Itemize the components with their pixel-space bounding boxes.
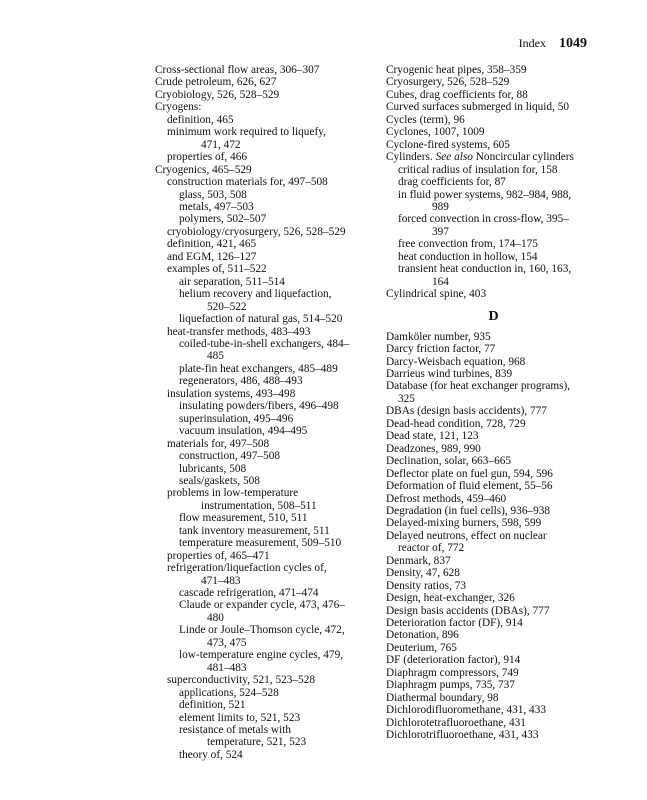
index-entry bbox=[386, 164, 601, 176]
index-entry-text: Delayed-mixing burners, 598, 599 bbox=[386, 517, 542, 530]
page-header bbox=[519, 36, 587, 52]
index-entry-text: DBAs (design basis accidents), 777 bbox=[386, 405, 547, 418]
index-entry bbox=[155, 301, 375, 313]
index-entry-text: 480 bbox=[207, 611, 224, 624]
index-entry bbox=[155, 487, 375, 499]
index-entry-text: Defrost methods, 459–460 bbox=[386, 492, 507, 505]
index-entry bbox=[386, 114, 601, 126]
index-entry bbox=[155, 712, 375, 724]
index-entry-text: Dichlorotrifluoroethane, 431, 433 bbox=[386, 729, 539, 742]
index-entry bbox=[155, 687, 375, 699]
index-entry-text: Database (for heat exchanger programs), bbox=[386, 380, 571, 393]
index-entry bbox=[155, 375, 375, 387]
index-entry bbox=[386, 176, 601, 188]
index-entry bbox=[155, 724, 375, 736]
index-entry bbox=[155, 438, 375, 450]
index-entry bbox=[155, 226, 375, 238]
index-entry bbox=[386, 251, 601, 263]
index-entry-text: glass, 503, 508 bbox=[179, 188, 247, 201]
index-entry-text: lubricants, 508 bbox=[179, 462, 247, 475]
index-entry bbox=[386, 567, 601, 579]
index-entry-text: construction, 497–508 bbox=[179, 450, 281, 463]
index-entry bbox=[155, 475, 375, 487]
index-entry-text: Linde or Joule–Thomson cycle, 472, bbox=[179, 624, 345, 637]
index-entry bbox=[155, 699, 375, 711]
index-entry-text: applications, 524–528 bbox=[179, 686, 279, 699]
index-entry-text: element limits to, 521, 523 bbox=[179, 711, 301, 724]
index-entry-text: Diaphragm compressors, 749 bbox=[386, 666, 519, 679]
index-entry-text: properties of, 466 bbox=[167, 151, 247, 164]
index-entry-text: temperature, 521, 523 bbox=[207, 736, 307, 749]
index-entry bbox=[386, 126, 601, 138]
index-entry bbox=[155, 637, 375, 649]
index-entry-text: Cryosurgery, 526, 528–529 bbox=[386, 76, 510, 89]
index-entry-text: Dead-head condition, 728, 729 bbox=[386, 417, 526, 430]
index-entry-text: Deuterium, 765 bbox=[386, 641, 457, 654]
index-entry bbox=[386, 151, 601, 163]
index-entry bbox=[155, 151, 375, 163]
index-entry bbox=[155, 276, 375, 288]
index-entry-text: Degradation (in fuel cells), 936–938 bbox=[386, 504, 551, 517]
index-entry-text: air separation, 511–514 bbox=[179, 275, 285, 288]
index-entry bbox=[386, 642, 601, 654]
index-entry bbox=[155, 89, 375, 101]
index-entry-text: Cylindrical spine, 403 bbox=[386, 288, 487, 301]
index-entry bbox=[155, 64, 375, 76]
index-entry bbox=[386, 617, 601, 629]
index-entry bbox=[386, 76, 601, 88]
index-entry-text: Deadzones, 989, 990 bbox=[386, 442, 481, 455]
index-entry-text: Delayed neutrons, effect on nuclear bbox=[386, 529, 547, 542]
index-entry-text: plate-fin heat exchangers, 485–489 bbox=[179, 362, 338, 375]
index-entry-text: Darcy-Weisbach equation, 968 bbox=[386, 355, 526, 368]
index-entry bbox=[386, 443, 601, 455]
index-entry-text: Deflector plate on fuel gun, 594, 596 bbox=[386, 467, 553, 480]
index-entry-text: heat conduction in hollow, 154 bbox=[398, 250, 538, 263]
index-entry bbox=[386, 263, 601, 275]
index-entry-text: Cyclones, 1007, 1009 bbox=[386, 126, 485, 139]
index-entry bbox=[155, 736, 375, 748]
index-entry-text: 397 bbox=[432, 225, 449, 238]
index-entry bbox=[386, 592, 601, 604]
index-entry bbox=[155, 525, 375, 537]
index-entry bbox=[155, 587, 375, 599]
index-entry bbox=[155, 326, 375, 338]
index-entry-text: materials for, 497–508 bbox=[167, 437, 270, 450]
index-entry-text: free convection from, 174–175 bbox=[398, 238, 538, 251]
index-entry bbox=[155, 388, 375, 400]
right-d-entry-list bbox=[386, 331, 601, 742]
index-entry-text: Declination, solar, 663–665 bbox=[386, 455, 512, 468]
index-entry bbox=[386, 517, 601, 529]
index-entry-text: Detonation, 896 bbox=[386, 629, 459, 642]
index-entry bbox=[155, 176, 375, 188]
see-also-text: See also bbox=[435, 151, 473, 164]
index-entry-text: regenerators, 486, 488–493 bbox=[179, 375, 303, 388]
index-entry bbox=[386, 201, 601, 213]
index-entry bbox=[155, 512, 375, 524]
index-entry-text: vacuum insulation, 494–495 bbox=[179, 425, 308, 438]
index-entry bbox=[386, 629, 601, 641]
index-entry-text: Crude petroleum, 626, 627 bbox=[155, 76, 277, 89]
index-entry-text: Darcy friction factor, 77 bbox=[386, 343, 496, 356]
left-entry-list bbox=[155, 64, 375, 761]
index-entry-text: Dead state, 121, 123 bbox=[386, 430, 479, 443]
index-entry bbox=[386, 238, 601, 250]
index-entry bbox=[155, 350, 375, 362]
index-entry bbox=[155, 76, 375, 88]
index-entry-text: Design, heat-exchanger, 326 bbox=[386, 592, 515, 605]
index-entry bbox=[155, 213, 375, 225]
index-entry bbox=[155, 562, 375, 574]
index-entry bbox=[386, 343, 601, 355]
index-entry bbox=[155, 126, 375, 138]
index-entry-text: resistance of metals with bbox=[179, 724, 291, 737]
index-entry-text: liquefaction of natural gas, 514–520 bbox=[179, 313, 343, 326]
right-top-entry-list bbox=[386, 64, 601, 301]
index-entry bbox=[386, 380, 601, 392]
index-entry-text: metals, 497–503 bbox=[179, 200, 254, 213]
index-entry bbox=[386, 667, 601, 679]
index-entry bbox=[386, 605, 601, 617]
index-entry bbox=[155, 201, 375, 213]
index-entry bbox=[155, 674, 375, 686]
index-entry bbox=[386, 89, 601, 101]
index-entry bbox=[155, 649, 375, 661]
index-entry bbox=[386, 101, 601, 113]
index-entry bbox=[386, 468, 601, 480]
index-entry-text: Cycles (term), 96 bbox=[386, 113, 465, 126]
index-entry-text: 471–483 bbox=[201, 574, 241, 587]
index-entry-text: 471, 472 bbox=[201, 138, 241, 151]
index-entry-text: transient heat conduction in, 160, 163, bbox=[398, 263, 572, 276]
index-entry bbox=[155, 114, 375, 126]
index-entry-text: Cylinders. bbox=[386, 151, 436, 164]
index-entry bbox=[386, 213, 601, 225]
index-entry-text: Design basis accidents (DBAs), 777 bbox=[386, 604, 550, 617]
index-entry bbox=[155, 612, 375, 624]
index-entry bbox=[386, 226, 601, 238]
index-entry-text: Density, 47, 628 bbox=[386, 567, 460, 580]
index-entry-text: 164 bbox=[432, 275, 449, 288]
index-entry bbox=[386, 530, 601, 542]
index-entry bbox=[386, 493, 601, 505]
index-entry-text: 485 bbox=[207, 350, 224, 363]
index-entry-text: tank inventory measurement, 511 bbox=[179, 524, 330, 537]
index-entry-text: 481–483 bbox=[207, 661, 247, 674]
index-entry-text: Cryobiology, 526, 528–529 bbox=[155, 88, 280, 101]
index-entry bbox=[155, 238, 375, 250]
index-entry-text: coiled-tube-in-shell exchangers, 484– bbox=[179, 337, 350, 350]
index-entry-text: heat-transfer methods, 483–493 bbox=[167, 325, 311, 338]
index-entry bbox=[155, 575, 375, 587]
index-entry-text: temperature measurement, 509–510 bbox=[179, 537, 342, 550]
index-entry bbox=[155, 101, 375, 113]
index-entry bbox=[155, 537, 375, 549]
index-entry-text: definition, 465 bbox=[167, 113, 234, 126]
index-entry bbox=[155, 425, 375, 437]
index-entry bbox=[155, 338, 375, 350]
index-entry-text: Deformation of fluid element, 55–56 bbox=[386, 480, 553, 493]
index-entry-text: Density ratios, 73 bbox=[386, 579, 467, 592]
index-entry bbox=[386, 717, 601, 729]
index-entry bbox=[155, 189, 375, 201]
index-entry bbox=[386, 704, 601, 716]
index-entry-tail: Noncircular cylinders bbox=[472, 151, 574, 164]
index-entry bbox=[386, 418, 601, 430]
index-entry-text: minimum work required to liquefy, bbox=[167, 126, 326, 139]
index-entry bbox=[155, 363, 375, 375]
index-entry bbox=[155, 251, 375, 263]
index-entry-text: Diathermal boundary, 98 bbox=[386, 691, 499, 704]
index-entry-text: cascade refrigeration, 471–474 bbox=[179, 587, 319, 600]
index-entry bbox=[155, 164, 375, 176]
index-entry bbox=[386, 729, 601, 741]
index-column-right bbox=[386, 64, 601, 742]
index-entry-text: Darrieus wind turbines, 839 bbox=[386, 367, 513, 380]
index-entry-text: Cyclone-fired systems, 605 bbox=[386, 138, 510, 151]
index-entry bbox=[386, 393, 601, 405]
index-entry bbox=[155, 749, 375, 761]
index-entry-text: Curved surfaces submerged in liquid, 50 bbox=[386, 101, 570, 114]
index-entry bbox=[386, 542, 601, 554]
index-entry-text: problems in low-temperature bbox=[167, 487, 299, 500]
index-entry bbox=[386, 555, 601, 567]
index-entry bbox=[155, 288, 375, 300]
index-entry-text: forced convection in cross-flow, 395– bbox=[398, 213, 569, 226]
index-entry-text: 473, 475 bbox=[207, 636, 247, 649]
index-entry bbox=[155, 624, 375, 636]
index-entry-text: and EGM, 126–127 bbox=[167, 250, 257, 263]
index-entry-text: Diaphragm pumps, 735, 737 bbox=[386, 679, 515, 692]
index-entry bbox=[386, 480, 601, 492]
index-entry-text: properties of, 465–471 bbox=[167, 549, 270, 562]
index-entry bbox=[386, 654, 601, 666]
index-entry bbox=[155, 450, 375, 462]
index-entry-text: refrigeration/liquefaction cycles of, bbox=[167, 562, 327, 575]
index-entry bbox=[386, 288, 601, 300]
index-entry-text: in fluid power systems, 982–984, 988, bbox=[398, 188, 572, 201]
index-entry-text: helium recovery and liquefaction, bbox=[179, 288, 332, 301]
index-entry-text: Claude or expander cycle, 473, 476– bbox=[179, 599, 345, 612]
index-entry-text: superconductivity, 521, 523–528 bbox=[167, 674, 315, 687]
index-entry-text: flow measurement, 510, 511 bbox=[179, 512, 308, 525]
index-entry bbox=[386, 580, 601, 592]
index-entry bbox=[386, 692, 601, 704]
index-entry-text: reactor of, 772 bbox=[398, 542, 465, 555]
index-entry bbox=[386, 331, 601, 343]
index-entry bbox=[386, 276, 601, 288]
index-entry-text: insulation systems, 493–498 bbox=[167, 387, 296, 400]
index-entry-text: polymers, 502–507 bbox=[179, 213, 267, 226]
index-entry-text: definition, 521 bbox=[179, 699, 246, 712]
section-letter: D bbox=[488, 308, 499, 324]
index-entry bbox=[386, 368, 601, 380]
index-entry bbox=[386, 455, 601, 467]
index-entry bbox=[155, 550, 375, 562]
index-entry-text: Deterioration factor (DF), 914 bbox=[386, 617, 523, 630]
index-entry bbox=[155, 413, 375, 425]
index-entry-text: cryobiology/cryosurgery, 526, 528–529 bbox=[167, 225, 346, 238]
index-column-left bbox=[155, 64, 375, 761]
index-entry bbox=[386, 189, 601, 201]
page-number: 1049 bbox=[559, 36, 587, 51]
index-entry bbox=[155, 263, 375, 275]
index-entry bbox=[155, 313, 375, 325]
index-entry-text: Dichlorotetrafluoroethane, 431 bbox=[386, 716, 526, 729]
index-entry bbox=[155, 662, 375, 674]
index-entry-text: Cryogens: bbox=[155, 101, 202, 114]
index-entry-text: instrumentation, 508–511 bbox=[201, 499, 317, 512]
index-entry-text: critical radius of insulation for, 158 bbox=[398, 163, 558, 176]
index-entry bbox=[155, 139, 375, 151]
index-entry-text: 325 bbox=[398, 392, 415, 405]
index-entry-text: drag coefficients for, 87 bbox=[398, 176, 506, 189]
index-entry-text: Cross-sectional flow areas, 306–307 bbox=[155, 64, 320, 76]
running-head: Index bbox=[518, 36, 546, 50]
index-entry-text: insulating powders/fibers, 496–498 bbox=[179, 400, 339, 413]
index-entry-text: construction materials for, 497–508 bbox=[167, 176, 328, 189]
index-entry-text: DF (deterioration factor), 914 bbox=[386, 654, 521, 667]
index-entry-text: 520–522 bbox=[207, 300, 247, 313]
index-entry-text: 989 bbox=[432, 200, 449, 213]
index-entry bbox=[155, 463, 375, 475]
index-entry bbox=[155, 599, 375, 611]
index-entry-text: superinsulation, 495–496 bbox=[179, 412, 294, 425]
index-entry-text: Cryogenics, 465–529 bbox=[155, 163, 252, 176]
index-entry-text: theory of, 524 bbox=[179, 748, 243, 761]
index-entry-text: Denmark, 837 bbox=[386, 554, 451, 567]
index-entry bbox=[386, 505, 601, 517]
index-entry bbox=[155, 400, 375, 412]
index-entry bbox=[386, 679, 601, 691]
index-entry-text: definition, 421, 465 bbox=[167, 238, 257, 251]
index-entry bbox=[386, 139, 601, 151]
index-entry-text: low-temperature engine cycles, 479, bbox=[179, 649, 344, 662]
index-entry bbox=[155, 500, 375, 512]
index-entry bbox=[386, 64, 601, 76]
index-entry bbox=[386, 405, 601, 417]
index-entry bbox=[386, 356, 601, 368]
index-entry-text: Cubes, drag coefficients for, 88 bbox=[386, 88, 528, 101]
index-entry-text: examples of, 511–522 bbox=[167, 263, 267, 276]
index-entry bbox=[386, 430, 601, 442]
index-entry-text: seals/gaskets, 508 bbox=[179, 474, 260, 487]
index-entry-text: Damköler number, 935 bbox=[386, 330, 491, 343]
index-entry-text: Dichlorodifluoromethane, 431, 433 bbox=[386, 704, 547, 717]
index-entry-text: Cryogenic heat pipes, 358–359 bbox=[386, 64, 527, 76]
